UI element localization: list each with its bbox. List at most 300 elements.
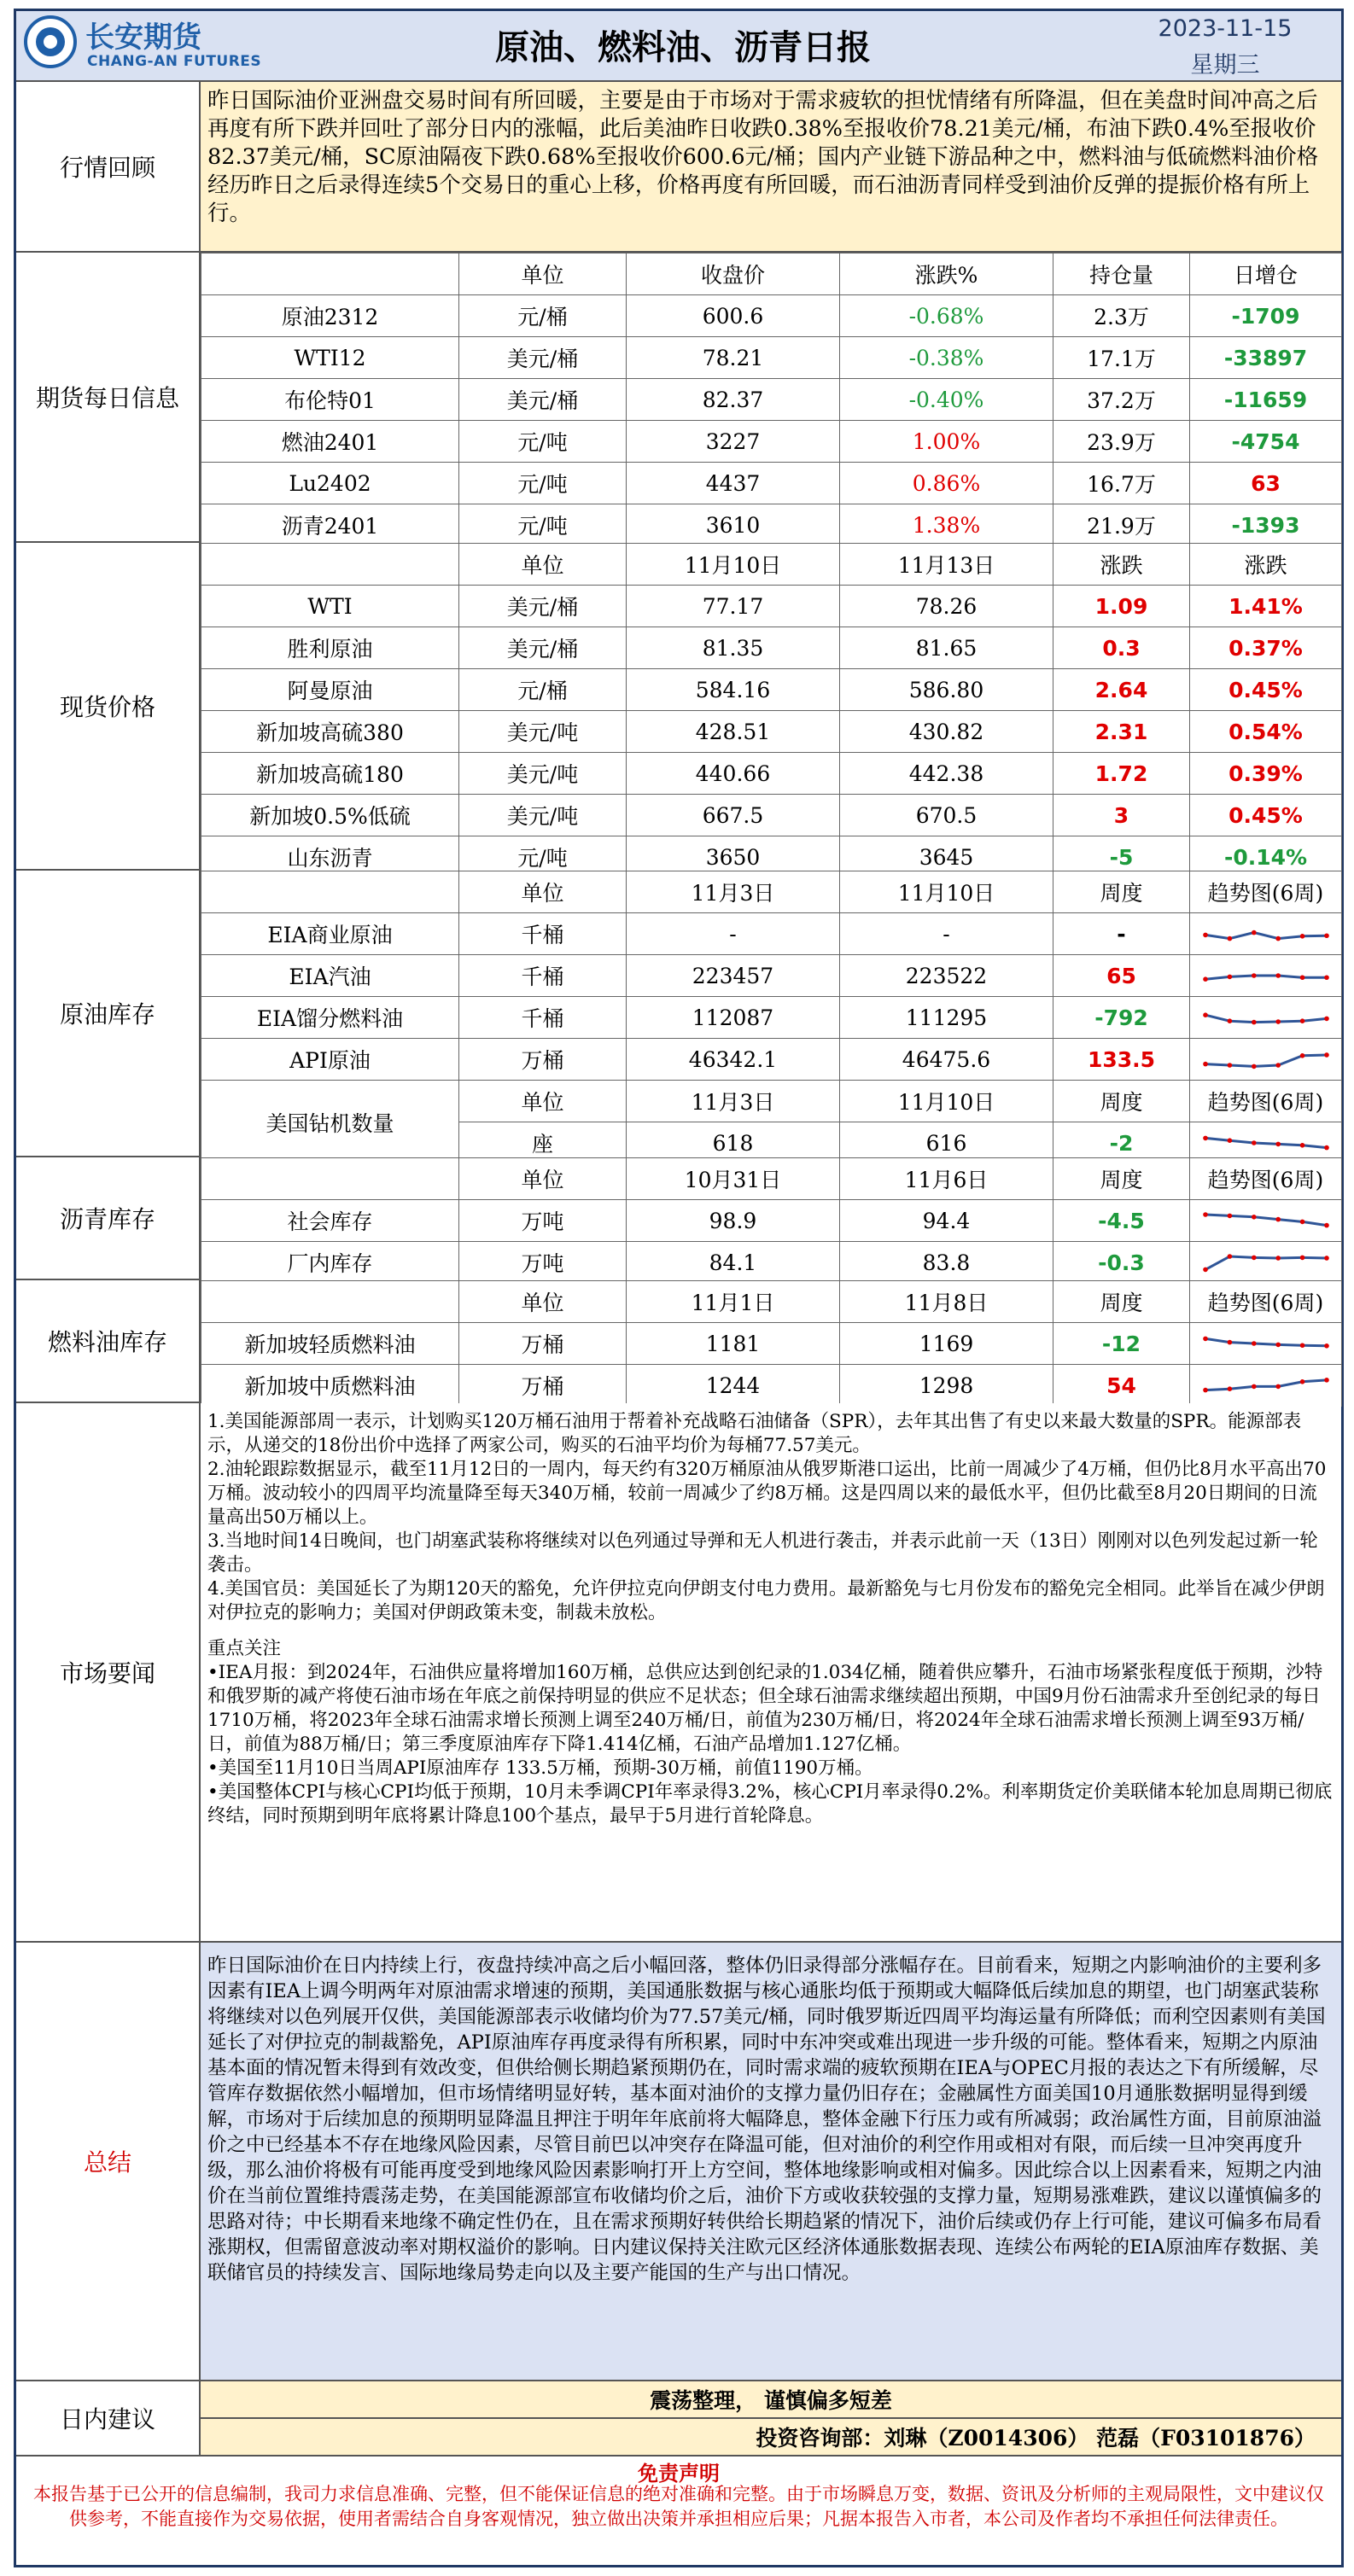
date1-cell: 667.5	[627, 795, 840, 836]
unit-cell: 座	[459, 1122, 627, 1164]
section-label-summary: 总结	[16, 1943, 201, 2381]
column-header: 趋势图(6周)	[1190, 1158, 1342, 1200]
table-row	[201, 711, 1342, 753]
trend-line	[1205, 1338, 1327, 1345]
change-cell: 1.72	[1053, 753, 1190, 795]
asphalt-inventory-table	[201, 1157, 1342, 1284]
column-header: 单位	[459, 871, 627, 913]
news-paragraph	[207, 1625, 1334, 1637]
date2-cell: 83.8	[840, 1242, 1053, 1284]
trend-point	[1324, 1378, 1329, 1383]
column-header: 涨跌	[1053, 544, 1190, 586]
news-paragraph: 重点关注	[207, 1638, 282, 1659]
column-header: 单位	[459, 544, 627, 586]
row-name: 沥青2401	[201, 504, 459, 546]
table-row	[201, 1365, 1342, 1407]
brand-name-cn: 长安期货	[85, 20, 201, 55]
unit-cell: 元/桶	[459, 669, 627, 711]
trend-point	[1299, 1143, 1304, 1148]
column-header: 11月3日	[627, 871, 840, 913]
date1-cell: 77.17	[627, 586, 840, 627]
trend-line	[1205, 1215, 1327, 1226]
trend-point	[1227, 975, 1232, 980]
trend-cell	[1190, 1039, 1342, 1081]
date2-cell: 46475.6	[840, 1039, 1053, 1081]
trend-cell	[1190, 913, 1342, 955]
date2-cell: 78.26	[840, 586, 1053, 627]
trend-point	[1252, 1064, 1257, 1069]
change-pct-cell: 1.38%	[840, 504, 1053, 546]
column-header: 11月10日	[840, 871, 1053, 913]
advice-text: 震荡整理， 谨慎偏多短差	[201, 2381, 1341, 2419]
change-pct-cell: 0.54%	[1190, 711, 1342, 753]
rig-header-row	[201, 1081, 1342, 1122]
table-row	[201, 795, 1342, 836]
table-row	[201, 669, 1342, 711]
open-interest-cell: 21.9万	[1053, 504, 1190, 546]
unit-cell: 万桶	[459, 1365, 627, 1407]
trend-point	[1275, 936, 1281, 941]
trend-point	[1252, 1215, 1257, 1220]
table-header-row	[201, 544, 1342, 586]
row-name: WTI	[201, 586, 459, 627]
column-header: 单位	[459, 1081, 627, 1122]
trend-point	[1252, 930, 1257, 935]
row-name: 新加坡中质燃料油	[201, 1365, 459, 1407]
section-label-spot: 现货价格	[16, 543, 201, 871]
table-row	[201, 1039, 1342, 1081]
date2-cell: -	[840, 913, 1053, 955]
unit-cell: 万桶	[459, 1039, 627, 1081]
column-header: 日增仓	[1190, 254, 1342, 295]
table-header-row	[201, 1158, 1342, 1200]
row-name: 燃油2401	[201, 421, 459, 463]
open-interest-cell: 17.1万	[1053, 337, 1190, 379]
row-name: API原油	[201, 1039, 459, 1081]
date1-cell: 440.66	[627, 753, 840, 795]
section-label-advice: 日内建议	[16, 2381, 201, 2457]
row-name: 山东沥青	[201, 836, 459, 878]
table-row	[201, 421, 1342, 463]
row-name: WTI12	[201, 337, 459, 379]
change-pct-cell: 0.45%	[1190, 795, 1342, 836]
change-pct-cell: 0.86%	[840, 463, 1053, 504]
trend-point	[1324, 933, 1329, 938]
news-paragraph: 3.当地时间14日晚间，也门胡塞武装称将继续对以色列通过导弹和无人机进行袭击，并表示此前一天（13日）刚刚对以色列发起过新一轮袭击。	[207, 1530, 1318, 1576]
section-label-futures: 期货每日信息	[16, 253, 201, 543]
trend-point	[1227, 1214, 1232, 1219]
column-header	[201, 1281, 459, 1323]
trend-sparkline	[1202, 918, 1330, 949]
table-row	[201, 913, 1342, 955]
unit-cell: 千桶	[459, 955, 627, 997]
trend-point	[1252, 1256, 1257, 1261]
trend-line	[1205, 1380, 1327, 1390]
news-paragraph: •美国至11月10日当周API原油库存 133.5万桶，预期-30万桶，前值1190万桶。	[207, 1757, 873, 1779]
futures-table	[201, 253, 1342, 546]
column-header: 周度	[1053, 1081, 1190, 1122]
column-header: 11月10日	[840, 1081, 1053, 1122]
table-row	[201, 1242, 1342, 1284]
change-cell: 0.3	[1053, 627, 1190, 669]
trend-point	[1324, 1145, 1329, 1151]
trend-point	[1275, 1142, 1281, 1147]
column-header	[201, 871, 459, 913]
column-header: 涨跌	[1190, 544, 1342, 586]
change-pct-cell: -0.38%	[840, 337, 1053, 379]
date1-cell: 81.35	[627, 627, 840, 669]
column-header: 趋势图(6周)	[1190, 1281, 1342, 1323]
column-header: 周度	[1053, 1281, 1190, 1323]
table-row	[201, 337, 1342, 379]
table-row	[201, 379, 1342, 421]
disclaimer-title: 免责声明	[638, 2462, 720, 2486]
row-name: EIA汽油	[201, 955, 459, 997]
trend-point	[1227, 1386, 1232, 1391]
date2-cell: 1298	[840, 1365, 1053, 1407]
trend-point	[1203, 933, 1208, 938]
section-label-fuel-inventory: 燃料油库存	[16, 1280, 201, 1403]
unit-cell: 美元/吨	[459, 753, 627, 795]
table-row	[201, 504, 1342, 546]
change-pct-cell: 1.41%	[1190, 586, 1342, 627]
table-row	[201, 463, 1342, 504]
weekly-change-cell: -792	[1053, 997, 1190, 1039]
change-cell: 1.09	[1053, 586, 1190, 627]
table-row	[201, 586, 1342, 627]
trend-line	[1205, 1055, 1327, 1066]
column-header: 涨跌%	[840, 254, 1053, 295]
date1-cell: 1181	[627, 1323, 840, 1365]
trend-cell	[1190, 1365, 1342, 1407]
column-header	[201, 1158, 459, 1200]
change-cell: 3	[1053, 795, 1190, 836]
trend-point	[1299, 1343, 1304, 1348]
unit-cell: 美元/吨	[459, 795, 627, 836]
date1-cell: 618	[627, 1122, 840, 1164]
column-header: 趋势图(6周)	[1190, 871, 1342, 913]
trend-sparkline	[1202, 1370, 1330, 1401]
trend-line	[1205, 1015, 1327, 1022]
trend-point	[1252, 1341, 1257, 1346]
weekly-change-cell: 65	[1053, 955, 1190, 997]
trend-point	[1275, 1063, 1281, 1068]
close-cell: 82.37	[627, 379, 840, 421]
summary-paragraph: 昨日国际油价在日内持续上行，夜盘持续冲高之后小幅回落，整体仍旧录得部分涨幅存在。目前看来，短期之内影响油价的主要利多因素有IEA上调今明两年对原油需求增速的预期，美国通胀数据与核心通胀均低于预期或大幅降低后续加息的期望，也门胡塞武装称将继续对以色列展开仅供，美国能源部表示收储均价为77.57美元/桶，同时俄罗斯近四周平均海运量有所降低；而利空因素则有美国延长了对伊拉克的制裁豁免，API原油库存再度录得有所积累，同时中东冲突或难出现进一步升级的可能。整体看来，短期之内原油基本面的情况暂未得到有效改变，但供给侧长期趋紧预期仍在，同时需求端的疲软预期在IEA与OPEC月报的表达之下有所缓解，尽管库存数据依然小幅增加，但市场情绪明显好转，基本面对油价的支撑力量仍旧存在；金融属性方面美国10月通胀数据明显得到缓解，市场对于后续加息的预期明显降温且押注于明年年底前将大幅降息，整体金融下行压力或有所减弱；政治属性方面，目前原油溢价之中已经基本不存在地缘风险因素，尽管目前巴以冲突存在降温可能，但对油价的利空作用或相对有限，而后续一旦冲突再度升级，那么油价将极有可能再度受到地缘风险因素影响打开上方空间，整体地缘影响或相对偏多。因此综合以上因素看来，短期之内油价在当前位置维持震荡走势，在美国能源部宣布收储均价之后，油价下方或收获较强的支撑力量，短期易涨难跌，建议以谨慎偏多的思路对待；中长期看来地缘不确定性仍在，且在需求预期好转供给长期趋紧的情况下，油价后续或仍存上行可能，建议可偏多布局看涨期权，但需留意波动率对期权溢价的影响。日内建议保持关注欧元区经济体通胀数据表现、连续公布两轮的EIA原油库存数据、美联储官员的持续发言、国际地缘局势走向以及主要产能国的生产与出口情况。	[207, 1955, 1326, 2284]
trend-cell	[1190, 955, 1342, 997]
column-header: 10月31日	[627, 1158, 840, 1200]
row-name: 阿曼原油	[201, 669, 459, 711]
date1-cell: 428.51	[627, 711, 840, 753]
date1-cell: 223457	[627, 955, 840, 997]
date1-cell: -	[627, 913, 840, 955]
weekly-change-cell: -0.3	[1053, 1242, 1190, 1284]
summary-text	[201, 1943, 1341, 2381]
trend-point	[1299, 1379, 1304, 1384]
row-name: 新加坡轻质燃料油	[201, 1323, 459, 1365]
change-pct-cell: -0.68%	[840, 295, 1053, 337]
trend-cell	[1190, 997, 1342, 1039]
news-paragraph: 2.油轮跟踪数据显示，截至11月12日的一周内，每天约有320万桶原油从俄罗斯港口运出，比前一周减少了4万桶，但仍比8月水平高出70万桶。波动较小的四周平均流量降至每天340万桶，较前一周减少了约8万桶。这是四周以来的最低水平，但仍比截至8月20日期间的日流量高出50万桶以上。	[207, 1459, 1327, 1528]
daily-add-cell: -1393	[1190, 504, 1342, 546]
trend-point	[1203, 1337, 1208, 1342]
date2-cell: 81.65	[840, 627, 1053, 669]
trend-point	[1203, 1388, 1208, 1393]
table-header-row	[201, 1281, 1342, 1323]
column-header: 单位	[459, 254, 627, 295]
report-title: 原油、燃料油、沥青日报	[495, 28, 871, 67]
date1-cell: 98.9	[627, 1200, 840, 1242]
trend-point	[1252, 1020, 1257, 1025]
date2-cell: 3645	[840, 836, 1053, 878]
column-header: 11月8日	[840, 1281, 1053, 1323]
date1-cell: 584.16	[627, 669, 840, 711]
contact-text: 投资咨询部：刘琳（Z0014306） 范磊（F03101876）	[201, 2419, 1341, 2457]
unit-cell: 千桶	[459, 997, 627, 1039]
brand-name-en: CHANG-AN FUTURES	[87, 53, 262, 70]
review-text	[201, 82, 1341, 253]
table-row	[201, 955, 1342, 997]
trend-sparkline	[1202, 1044, 1330, 1075]
table-row	[201, 753, 1342, 795]
row-name: 新加坡高硫180	[201, 753, 459, 795]
row-name: 布伦特01	[201, 379, 459, 421]
date2-cell: 442.38	[840, 753, 1053, 795]
close-cell: 600.6	[627, 295, 840, 337]
trend-sparkline	[1202, 960, 1330, 991]
daily-add-cell: -4754	[1190, 421, 1342, 463]
daily-add-cell: -1709	[1190, 295, 1342, 337]
row-name: 新加坡0.5%低硫	[201, 795, 459, 836]
section-label-crude-inventory: 原油库存	[16, 871, 201, 1157]
trend-point	[1252, 1384, 1257, 1390]
column-header: 单位	[459, 1281, 627, 1323]
column-header	[201, 544, 459, 586]
row-name: 胜利原油	[201, 627, 459, 669]
section-label-news: 市场要闻	[16, 1403, 201, 1943]
trend-point	[1299, 1220, 1304, 1225]
unit-cell: 美元/吨	[459, 711, 627, 753]
date2-cell: 1169	[840, 1323, 1053, 1365]
trend-point	[1299, 1256, 1304, 1261]
weekly-change-cell: 54	[1053, 1365, 1190, 1407]
trend-sparkline	[1202, 1205, 1330, 1236]
column-header: 持仓量	[1053, 254, 1190, 295]
column-header: 收盘价	[627, 254, 840, 295]
date1-cell: 84.1	[627, 1242, 840, 1284]
report-date: 2023-11-15	[1158, 15, 1293, 42]
trend-point	[1203, 1136, 1208, 1141]
close-cell: 3227	[627, 421, 840, 463]
trend-point	[1203, 976, 1208, 982]
unit-cell: 元/吨	[459, 504, 627, 546]
open-interest-cell: 2.3万	[1053, 295, 1190, 337]
trend-line	[1205, 933, 1327, 939]
unit-cell: 美元/桶	[459, 627, 627, 669]
table-row	[201, 1323, 1342, 1365]
trend-point	[1299, 934, 1304, 939]
disclaimer-text: 本报告基于已公开的信息编制，我司力求信息准确、完整，但不能保证信息的绝对准确和完整。由于市场瞬息万变，数据、资讯及分析师的主观局限性，文中建议仅供参考，不能直接作为交易依据，使用者需结合自身客观情况，独立做出决策并承担相应后果；凡据本报告入市者，本公司及作者均不承担任何法律责任。	[33, 2484, 1324, 2529]
date2-cell: 430.82	[840, 711, 1053, 753]
date2-cell: 111295	[840, 997, 1053, 1039]
trend-point	[1275, 973, 1281, 978]
row-name: EIA馏分燃料油	[201, 997, 459, 1039]
trend-point	[1252, 973, 1257, 978]
date1-cell: 3650	[627, 836, 840, 878]
table-row	[201, 627, 1342, 669]
weekly-change-cell: -2	[1053, 1122, 1190, 1164]
crude-inventory-table	[201, 871, 1342, 1164]
daily-add-cell: -11659	[1190, 379, 1342, 421]
change-cell: 2.64	[1053, 669, 1190, 711]
unit-cell: 万吨	[459, 1200, 627, 1242]
row-name: 社会库存	[201, 1200, 459, 1242]
column-header	[201, 254, 459, 295]
trend-point	[1203, 1268, 1208, 1273]
row-name: EIA商业原油	[201, 913, 459, 955]
change-pct-cell: 0.45%	[1190, 669, 1342, 711]
news-paragraph: •美国整体CPI与核心CPI均低于预期，10月未季调CPI年率录得3.2%，核心CPI月率录得0.2%。利率期货定价美联储本轮加息周期已彻底终结，同时预期到明年底将累计降息100个基点，最早于5月进行首轮降息。	[207, 1781, 1333, 1827]
trend-cell	[1190, 1323, 1342, 1365]
change-pct-cell: 1.00%	[840, 421, 1053, 463]
weekly-change-cell: -4.5	[1053, 1200, 1190, 1242]
trend-point	[1275, 1343, 1281, 1348]
date1-cell: 1244	[627, 1365, 840, 1407]
trend-point	[1275, 1256, 1281, 1261]
trend-sparkline	[1202, 1002, 1330, 1033]
date2-cell: 616	[840, 1122, 1053, 1164]
trend-line	[1205, 976, 1327, 979]
table-header-row	[201, 871, 1342, 913]
trend-point	[1203, 1212, 1208, 1217]
open-interest-cell: 16.7万	[1053, 463, 1190, 504]
trend-point	[1299, 1018, 1304, 1023]
table-row	[201, 295, 1342, 337]
trend-point	[1203, 1062, 1208, 1067]
trend-point	[1227, 1254, 1232, 1259]
weekly-change-cell: -	[1053, 913, 1190, 955]
row-name: 原油2312	[201, 295, 459, 337]
fuel-inventory-table	[201, 1280, 1342, 1407]
column-header: 趋势图(6周)	[1190, 1081, 1342, 1122]
row-name: 新加坡高硫380	[201, 711, 459, 753]
date2-cell: 670.5	[840, 795, 1053, 836]
weekly-change-cell: 133.5	[1053, 1039, 1190, 1081]
section-label-review: 行情回顾	[16, 82, 201, 253]
change-pct-cell: 0.37%	[1190, 627, 1342, 669]
trend-point	[1252, 1140, 1257, 1145]
change-cell: 2.31	[1053, 711, 1190, 753]
unit-cell: 元/吨	[459, 463, 627, 504]
rig-count-name: 美国钻机数量	[201, 1081, 459, 1164]
spot-table	[201, 543, 1342, 878]
change-pct-cell: -0.14%	[1190, 836, 1342, 878]
unit-cell: 千桶	[459, 913, 627, 955]
section-label-asphalt-inventory: 沥青库存	[16, 1157, 201, 1280]
news-paragraph: 1.美国能源部周一表示，计划购买120万桶石油用于帮着补充战略石油储备（SPR），去年其出售了有史以来最大数量的SPR。能源部表示，从递交的18份出价中选择了两家公司，购买的石油平均价为每桶77.57美元。	[207, 1411, 1302, 1456]
column-header: 11月3日	[627, 1081, 840, 1122]
close-cell: 3610	[627, 504, 840, 546]
trend-point	[1324, 1017, 1329, 1022]
date2-cell: 94.4	[840, 1200, 1053, 1242]
column-header: 11月10日	[627, 544, 840, 586]
column-header: 11月13日	[840, 544, 1053, 586]
unit-cell: 元/桶	[459, 295, 627, 337]
trend-sparkline	[1202, 1128, 1330, 1158]
trend-cell	[1190, 1200, 1342, 1242]
chang-an-logo-icon	[24, 15, 77, 68]
trend-point	[1299, 1053, 1304, 1058]
trend-point	[1324, 1052, 1329, 1058]
news-text	[201, 1403, 1341, 1943]
row-name: Lu2402	[201, 463, 459, 504]
report-weekday: 星期三	[1190, 52, 1260, 79]
date1-cell: 46342.1	[627, 1039, 840, 1081]
change-pct-cell: -0.40%	[840, 379, 1053, 421]
open-interest-cell: 23.9万	[1053, 421, 1190, 463]
weekly-change-cell: -12	[1053, 1323, 1190, 1365]
date2-cell: 586.80	[840, 669, 1053, 711]
unit-cell: 美元/桶	[459, 586, 627, 627]
trend-cell	[1190, 1242, 1342, 1284]
trend-point	[1227, 1340, 1232, 1345]
close-cell: 78.21	[627, 337, 840, 379]
table-row	[201, 997, 1342, 1039]
trend-point	[1227, 936, 1232, 941]
trend-point	[1227, 1018, 1232, 1023]
date1-cell: 112087	[627, 997, 840, 1039]
column-header: 周度	[1053, 1158, 1190, 1200]
unit-cell: 元/吨	[459, 836, 627, 878]
date2-cell: 223522	[840, 955, 1053, 997]
change-pct-cell: 0.39%	[1190, 753, 1342, 795]
trend-sparkline	[1202, 1247, 1330, 1278]
change-cell: -5	[1053, 836, 1190, 878]
daily-add-cell: -33897	[1190, 337, 1342, 379]
trend-point	[1203, 1012, 1208, 1017]
trend-point	[1275, 1019, 1281, 1024]
unit-cell: 美元/桶	[459, 337, 627, 379]
column-header: 11月6日	[840, 1158, 1053, 1200]
unit-cell: 元/吨	[459, 421, 627, 463]
unit-cell: 万吨	[459, 1242, 627, 1284]
trend-point	[1324, 1256, 1329, 1261]
trend-point	[1275, 1217, 1281, 1222]
daily-add-cell: 63	[1190, 463, 1342, 504]
open-interest-cell: 37.2万	[1053, 379, 1190, 421]
column-header: 单位	[459, 1158, 627, 1200]
news-paragraph: 4.美国官员：美国延长了为期120天的豁免，允许伊拉克向伊朗支付电力费用。最新豁免与七月份发布的豁免完全相同。此举旨在减少伊朗对伊拉克的影响力；美国对伊朗政策未变，制裁未放松。	[207, 1578, 1325, 1623]
trend-point	[1227, 1063, 1232, 1068]
trend-line	[1205, 1256, 1327, 1269]
table-header-row	[201, 254, 1342, 295]
row-name: 厂内库存	[201, 1242, 459, 1284]
trend-point	[1324, 1223, 1329, 1228]
column-header: 周度	[1053, 871, 1190, 913]
close-cell: 4437	[627, 463, 840, 504]
trend-point	[1227, 1138, 1232, 1143]
trend-sparkline	[1202, 1328, 1330, 1359]
news-paragraph: •IEA月报：到2024年，石油供应量将增加160万桶，总供应达到创纪录的1.034亿桶，随着供应攀升，石油市场紧张程度低于预期，沙特和俄罗斯的减产将使石油市场在年底之前保持明显的供应不足状态；但全球石油需求继续超出预期，中国9月份石油需求升至创纪录的每日1710万桶，将2023年全球石油需求增长预测上调至240万桶/日，前值为230万桶/日，将2024年全球石油需求增长预测上调至93万桶/日，前值为88万桶/日；第三季度原油库存下降1.414亿桶，石油产品增加1.127亿桶。	[207, 1662, 1323, 1755]
table-row	[201, 1200, 1342, 1242]
trend-point	[1299, 975, 1304, 980]
unit-cell: 美元/桶	[459, 379, 627, 421]
trend-point	[1324, 975, 1329, 980]
trend-point	[1275, 1384, 1281, 1390]
review-paragraph: 昨日国际油价亚洲盘交易时间有所回暖，主要是由于市场对于需求疲软的担忧情绪有所降温，但在美盘时间冲高之后再度有所下跌并回吐了部分日内的涨幅，此后美油昨日收跌0.38%至报收价78.21美元/桶，布油下跌0.4%至报收价82.37美元/桶，SC原油隔夜下跌0.68%至报收价600.6元/桶；国内产业链下游品种之中，燃料油与低硫燃料油价格经历昨日之后录得连续5个交易日的重心上移，价格再度有所回暖，而石油沥青同样受到油价反弹的提振价格有所上行。	[207, 88, 1319, 226]
trend-point	[1324, 1343, 1329, 1349]
unit-cell: 万桶	[459, 1323, 627, 1365]
